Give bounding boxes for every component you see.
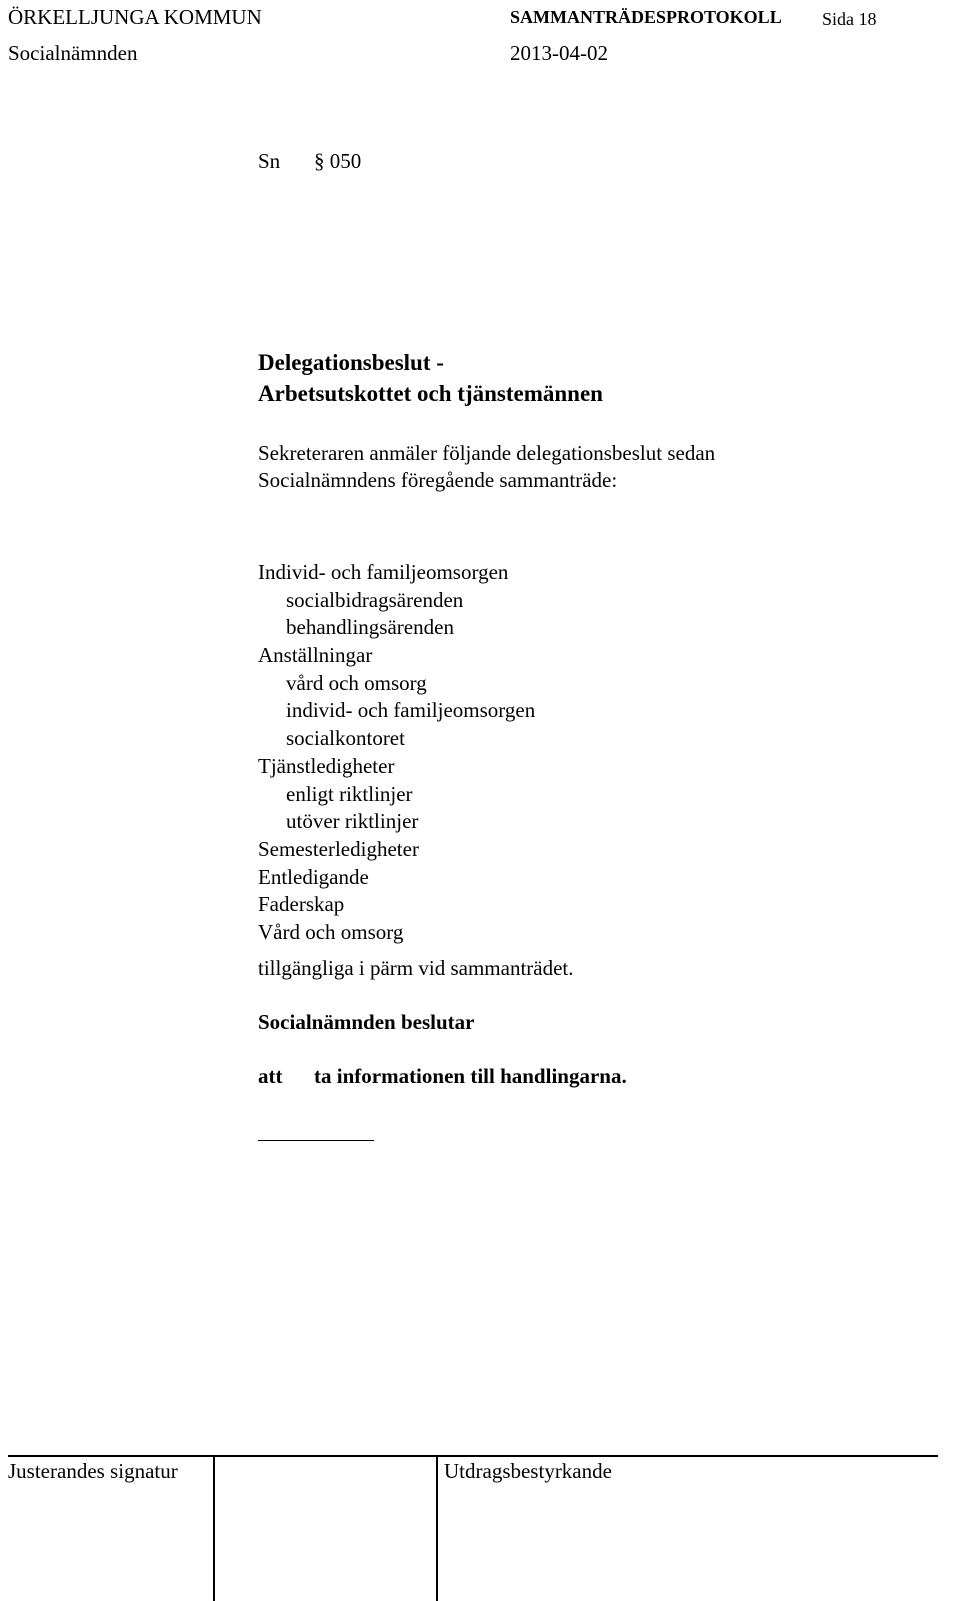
protocol-type: SAMMANTRÄDESPROTOKOLL [510, 7, 782, 27]
municipality-name: ÖRKELLJUNGA KOMMUN [8, 5, 262, 29]
footer-divider-left [213, 1455, 215, 1601]
list-item-subcategory: individ- och familjeomsorgen [286, 698, 536, 723]
page-title-line2: Arbetsutskottet och tjänstemännen [258, 381, 603, 406]
delegation-list [258, 559, 535, 947]
signature-label: Justerandes signatur [8, 1459, 178, 1483]
list-item-subcategory: vård och omsorg [286, 670, 427, 695]
list-item-subcategory: socialbidragsärenden [286, 587, 464, 612]
end-rule [258, 1140, 374, 1141]
list-item-category: Individ- och familjeomsorgen [258, 560, 509, 584]
att-label: att [258, 1064, 283, 1088]
section-prefix: Sn [258, 149, 281, 173]
intro-line1: Sekreteraren anmäler följande delegationsbeslut sedan [258, 441, 716, 465]
list-item-category: Anställningar [258, 643, 373, 668]
list-item-category: Faderskap [258, 892, 345, 917]
page-title-line1: Delegationsbeslut - [258, 350, 444, 375]
decision-heading: Socialnämnden beslutar [258, 1010, 475, 1034]
list-item-category: Semesterledigheter [258, 836, 419, 861]
list-item-subcategory: socialkontoret [286, 726, 405, 751]
list-item-subcategory: utöver riktlinjer [286, 809, 419, 834]
footer-divider-right [436, 1455, 438, 1601]
intro-line2: Socialnämndens föregående sammanträde: [258, 468, 618, 492]
list-item-category: Tjänstledigheter [258, 753, 395, 778]
meeting-date: 2013-04-02 [510, 41, 608, 65]
list-item-subcategory: behandlingsärenden [286, 615, 454, 640]
certification-label: Utdragsbestyrkande [444, 1459, 612, 1483]
section-number: § 050 [314, 149, 362, 173]
list-item-subcategory: enligt riktlinjer [286, 781, 413, 806]
footer-top-rule [8, 1455, 938, 1457]
committee-name: Socialnämnden [8, 41, 138, 65]
att-text: ta informationen till handlingarna. [314, 1064, 627, 1088]
availability-note: tillgängliga i pärm vid sammanträdet. [258, 956, 574, 980]
page-number: Sida 18 [822, 9, 877, 29]
list-item-category: Entledigande [258, 864, 369, 889]
list-item-category: Vård och omsorg [258, 919, 404, 944]
